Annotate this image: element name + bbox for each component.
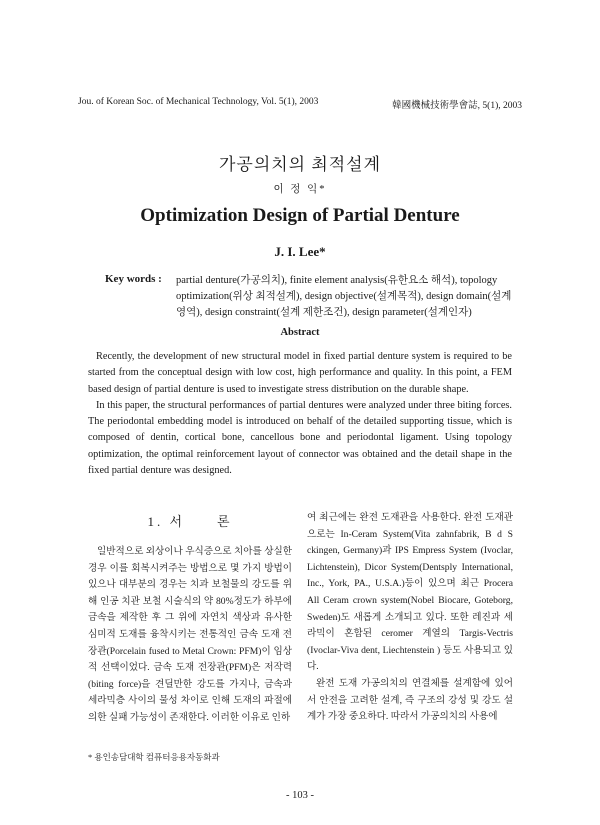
abstract-paragraph-2: In this paper, the structural performances of partial dentures were analyzed under three biting forces. The periodontal embedding model is introduced on behalf of the detailed supporting tissue, which is composed of dentin, cortical bone, cancellous bone and periodontal ligament. Using topology optimization, the optimal reinforcement layout of connector was obtained and the detail shape in the fixed partial denture was designed. [88,399,512,477]
keywords-label: Key words : [105,273,162,285]
intro-paragraph-right-1: 여 최근에는 완전 도재관을 사용한다. 완전 도재관으로는 In-Ceram System(Vita zahnfabrik, B d S ckingen, Germany)과 IPS Empress System (Ivoclar, Lichtenstein), Dicor System(Dentsply International, Inc., York, PA., U.S.A.)등이 있으며 최근 Procera All Ceram crown system(Nobel Biocare, Goteborg, Sweden)도 새롭게 소개되고 있다. 또한 레진과 세라믹이 혼합된 ceromer 계열의 Targis-Vectris (Ivoclar-Viva dent, Liechtenstein ) 등도 사용되고 있다. [307,512,513,673]
abstract-paragraph-1: Recently, the development of new structural model in fixed partial denture system is required to be started from the conceptual design with low cost, high performance and quality. In this point, a FEM based design of partial denture is used to investigate stress distribution on the durable shape. [88,351,512,395]
abstract-body [88,349,512,479]
right-column [307,510,513,726]
intro-paragraph-left: 일반적으로 외상이나 우식증으로 치아를 상실한 경우 이를 회복시켜주는 방법으로 몇 가지 방법이 있으나 대부분의 경우는 치과 보철물의 강도를 위해 인공 치관 보철 시술식의 약 80%정도가 하부에 금속을 제작한 후 그 위에 자연치 색상과 유사한 심미적 도재를 융착시키는 전통적인 금속 도재 전장관(Porcelain fused to Metal Crown: PFM)이 임상적 선택이었다. 금속 도재 전장관(PFM)은 저작력(biting force)을 견딜만한 강도를 가지나, 금속과 세라믹층 사이의 물성 차이로 인해 도재의 파절에 의한 실패 가능성이 존재한다. 이러한 이유로 인하 [88,546,292,723]
english-author: J. I. Lee* [274,244,326,259]
page-number: - 103 - [286,790,314,801]
author-affiliation-footnote: * 용인송담대학 컴퓨터응용자동화과 [88,752,220,762]
keywords-text: partial denture(가공의치), finite element analysis(유한요소 해석), topology optimization(위상 최적설계), design objective(설계목적), design domain(설계영역), design constraint(설계 제한조건), design parameter(설계인자) [176,275,512,318]
english-title: Optimization Design of Partial Denture [140,205,460,226]
journal-header-left: Jou. of Korean Soc. of Mechanical Technology, Vol. 5(1), 2003 [78,97,319,107]
journal-header-right: 韓國機械技術學會誌, 5(1), 2003 [392,101,522,111]
korean-title: 가공의치의 최적설계 [218,155,382,174]
intro-paragraph-right-2: 완전 도재 가공의치의 연결체를 설계함에 있어서 안전을 고려한 설계, 즉 구조의 강성 및 강도 설계가 가장 중요하다. 따라서 가공의치의 사용에 [307,677,513,723]
korean-author: 이 정 익* [273,184,327,195]
abstract-heading: Abstract [280,327,320,338]
section-heading: 1. 서 론 [147,514,233,529]
left-column [88,510,292,727]
